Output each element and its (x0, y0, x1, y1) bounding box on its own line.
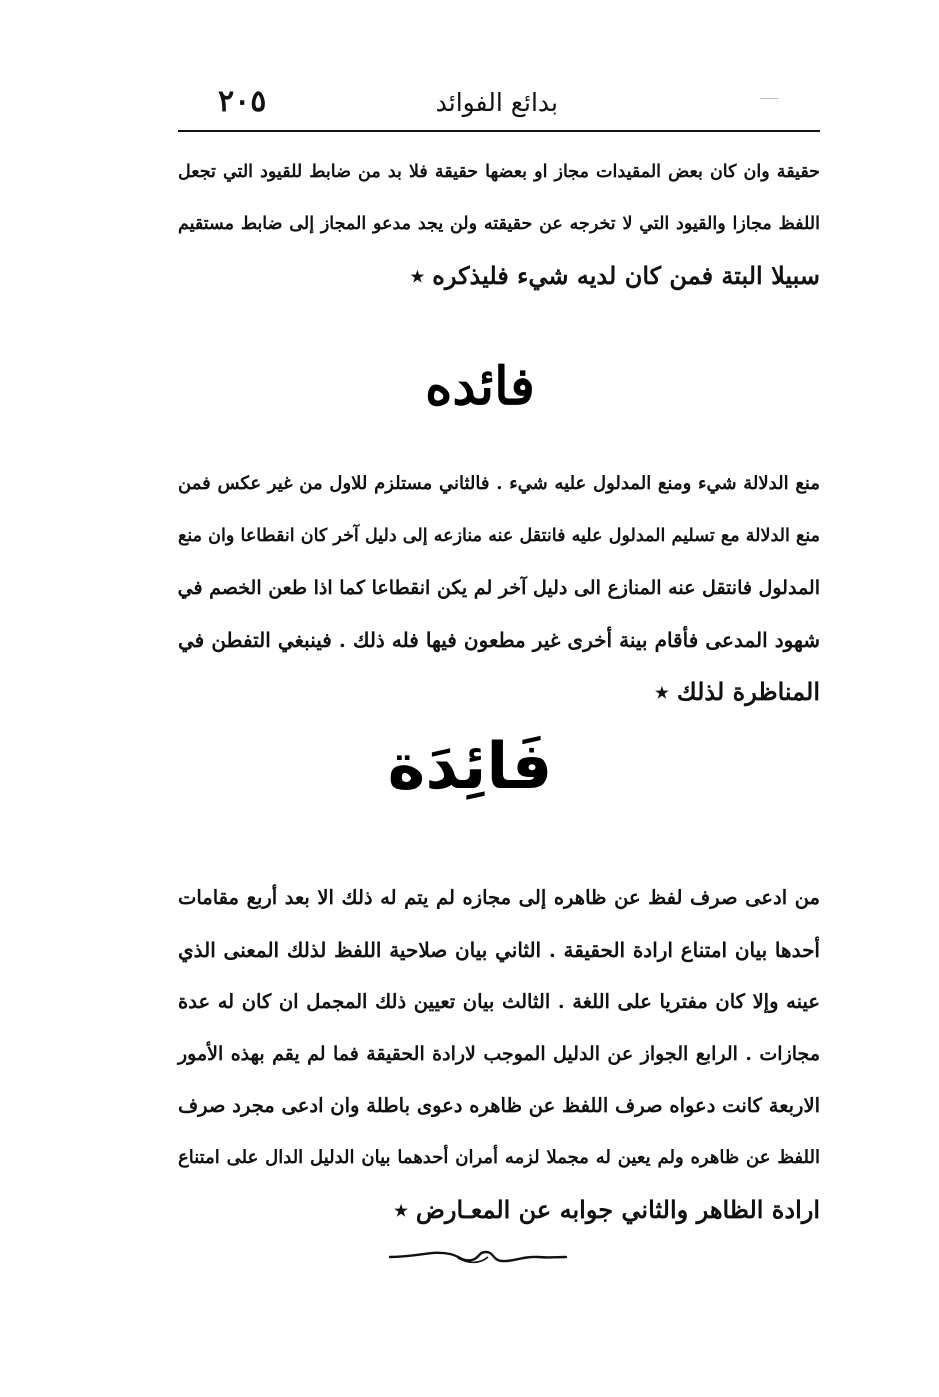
paragraph-faida-2 (178, 872, 820, 1236)
text-line: اللفظ عن ظاهره ولم يعين له مجملا لزمه أمران أحدهما بيان الدليل الدال على امتناع (178, 1147, 820, 1168)
text-line: الاربعة كانت دعواه صرف اللفظ عن ظاهره دعوى باطلة وان ادعى مجرد صرف (177, 1094, 820, 1117)
text-line: سبيلا البتة فمن كان لديه شيء فليذكره ٭ (410, 261, 820, 290)
text-line: المناظرة لذلك ٭ (655, 677, 820, 706)
text-line: المدلول فانتقل عنه المنازع الى دليل آخر لم يكن انقطاعا كما اذا طعن الخصم في (177, 577, 820, 599)
paragraph-continuation (178, 146, 820, 302)
section-heading-faida: فائده (425, 356, 535, 417)
text-line: شهود المدعى فأقام بينة أخرى غير مطعون فيها فله ذلك . فينبغي التفطن في (178, 628, 820, 652)
text-line: منع الدلالة مع تسليم المدلول عليه فانتقل عنه منازعه إلى دليل آخر كان انقطاعا وان منع (178, 526, 820, 546)
text-line: من ادعى صرف لفظ عن ظاهره إلى مجازه لم يتم له ذلك الا بعد أربع مقامات (178, 886, 820, 909)
margin-mark (760, 98, 778, 99)
text-line: منع الدلالة شيء ومنع المدلول عليه شيء . فالثاني مستلزم للاول من غير عكس فمن (178, 473, 820, 494)
running-head (178, 72, 820, 130)
text-line: أحدها بيان امتناع ارادة الحقيقة . الثاني بيان صلاحية اللفظ لذلك المعنى الذي (178, 938, 820, 962)
paragraph-faida-1 (178, 458, 820, 718)
header-rule (178, 130, 820, 132)
text-line: عينه وإلا كان مفتريا على اللغة . الثالث بيان تعيين ذلك المجمل ان كان له عدة (178, 990, 820, 1013)
text-line: مجازات . الرابع الجواز عن الدليل الموجب لارادة الحقيقة فما لم يقم بهذه الأمور (178, 1043, 820, 1065)
section-heading-faida-ornate: فَائِدَة (387, 730, 553, 804)
running-head-title: بدائع الفوائد (435, 88, 558, 117)
text-line: اللفظ مجازا والقيود التي لا تخرجه عن حقيقته ولن يجد مدعو المجاز إلى ضابط مستقيم (178, 214, 820, 234)
end-ornament-icon (388, 1244, 568, 1270)
text-line: حقيقة وان كان بعض المقيدات مجاز او بعضها حقيقة فلا بد من ضابط للقيود التي تجعل (178, 162, 820, 182)
text-line: ارادة الظاهر والثاني جوابه عن المعـارض ٭ (394, 1195, 820, 1224)
page-number: ٢٠٥ (218, 84, 267, 119)
